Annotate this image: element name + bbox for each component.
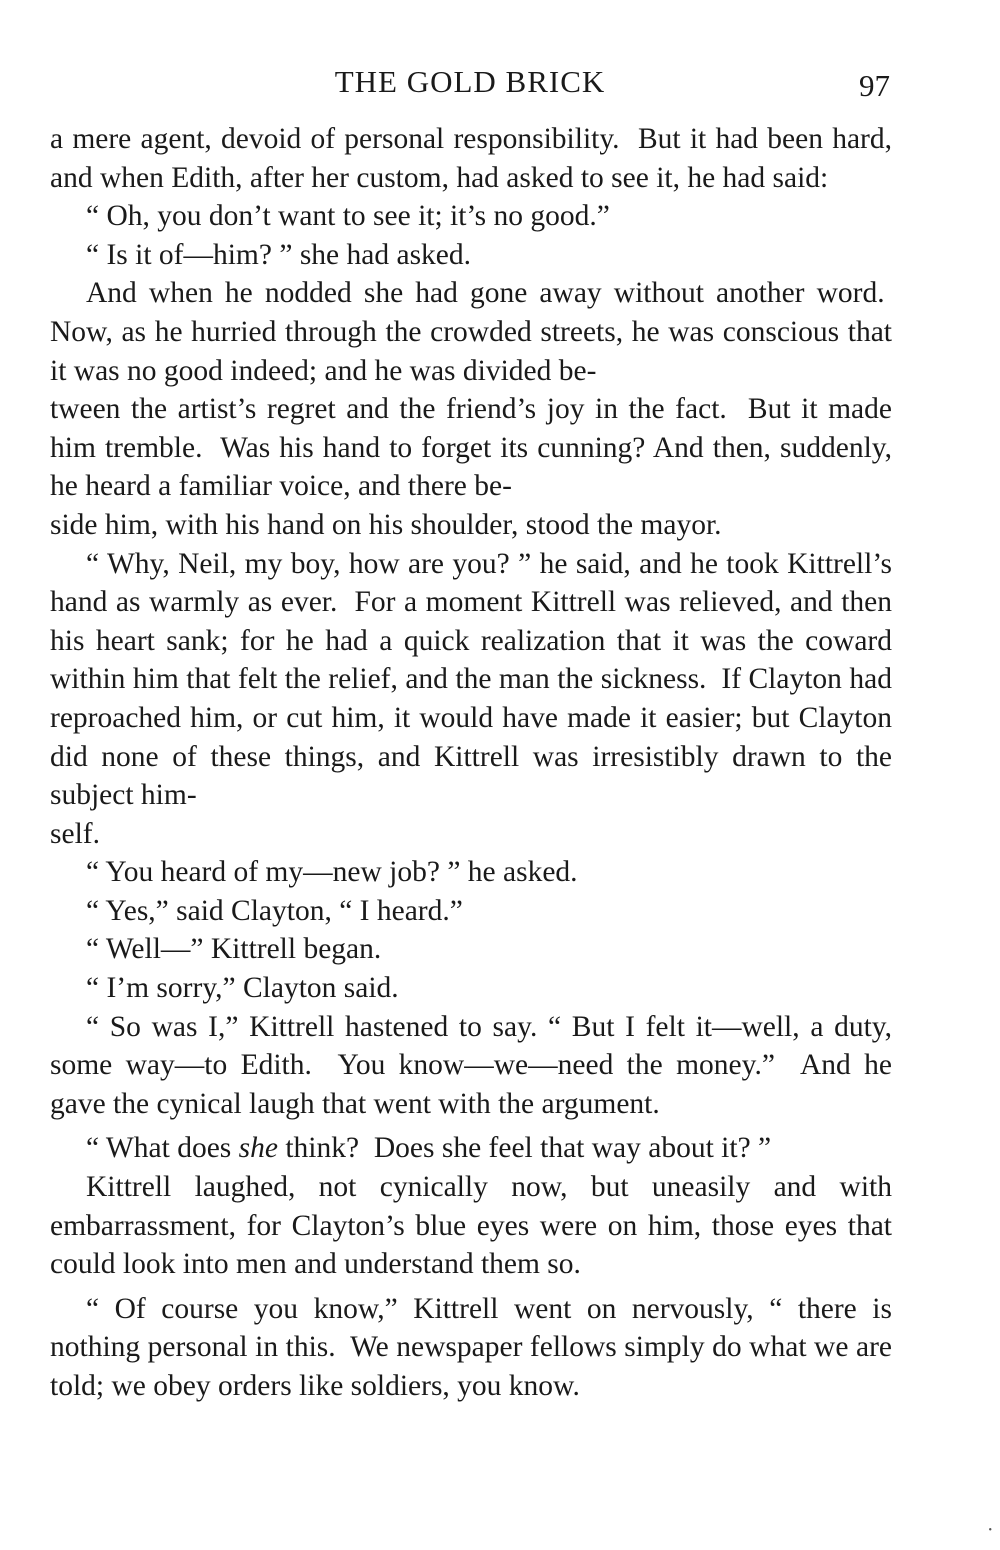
paragraph: And when he nodded she had gone away without another word. Now, as he hurried through the crowded streets, he was conscious that it was no good indeed; and he was divided be- tween the artist’s regret and the friend’s joy in the fact. But it made him tremble. Was his hand to forget its cunning? And then, suddenly, he heard a familiar voice, and there be- side him, with his hand on his shoulder, stood the mayor.: [50, 277, 892, 541]
paragraph: “ Is it of—him? ” she had asked.: [86, 238, 472, 271]
paragraph: “ I’m sorry,” Clayton said.: [86, 972, 399, 1005]
paragraph: “ Oh, you don’t want to see it; it’s no good.”: [86, 200, 610, 233]
paragraph: “ Well—” Kittrell began.: [86, 933, 382, 966]
stray-ink-mark: •: [988, 1525, 992, 1536]
paragraph: “ Of course you know,” Kittrell went on nervously, “ there is nothing personal in this. We newspaper fellows simply do what we are told; we obey orders like soldiers, you know.: [50, 1292, 892, 1402]
paragraph: “ What does she think? Does she feel that way about it? ”: [86, 1132, 772, 1165]
paragraph: “ You heard of my—new job? ” he asked.: [86, 856, 578, 889]
running-head: [50, 64, 890, 112]
body-text: [50, 120, 892, 1406]
paragraph: “ Yes,” said Clayton, “ I heard.”: [86, 894, 463, 927]
paragraph: “ Why, Neil, my boy, how are you? ” he said, and he took Kittrell’s hand as warmly as ever. For a moment Kittrell was relieved, and then his heart sank; for he had a quick realization that it was the coward within him that felt the relief, and the man the sickness. If Clayton had reproached him, or cut him, it would have made it easier; but Clayton did none of these things, and Kittrell was irresistibly drawn to the subject him- self.: [50, 547, 892, 850]
page-number: 97: [859, 68, 890, 103]
paragraph: a mere agent, devoid of personal responsibility. But it had been hard, and when Edith, after her custom, had asked to see it, he had said:: [50, 123, 892, 194]
paragraph: “ So was I,” Kittrell hastened to say. “ But I felt it—well, a duty, some way—to Edith. You know—we—need the money.” And he gave the cynical laugh that went with the argument.: [50, 1010, 892, 1120]
running-title: THE GOLD BRICK: [334, 64, 606, 99]
paragraph: Kittrell laughed, not cynically now, but uneasily and with embarrassment, for Clayton’s blue eyes were on him, those eyes that could look into men and understand them so.: [50, 1171, 892, 1281]
